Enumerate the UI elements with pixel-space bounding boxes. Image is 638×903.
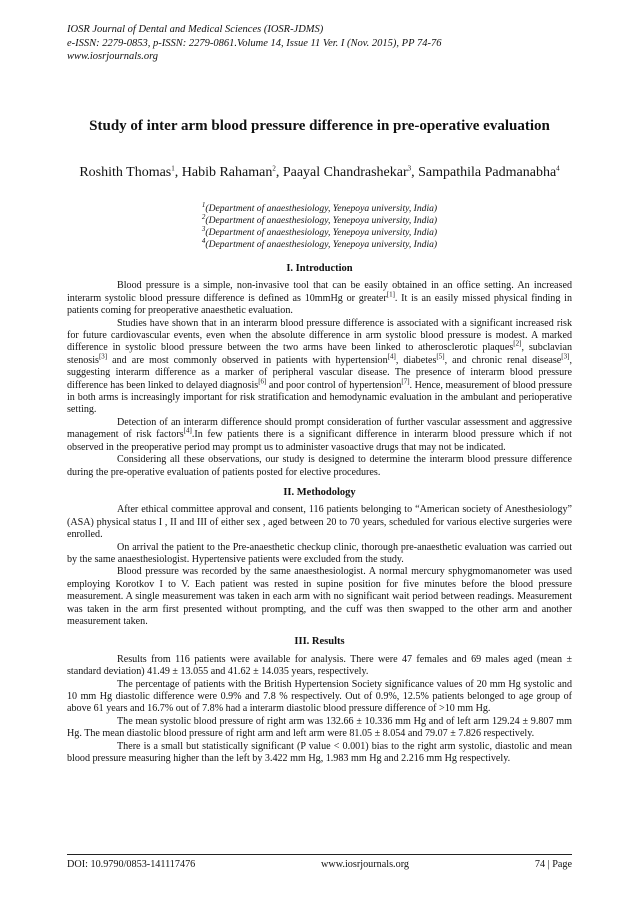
intro-paragraph: Studies have shown that in an interarm blood pressure difference is associated with a significant increased risk for future cardiovascular events, even when the absolute difference in arm systolic blood pressure is modest. A marked difference in systolic blood pressure between the two arms have been linked to atherosclerotic plaques[2], subclavian stenosis[3] and are most commonly observed in patients with hypertension[4], diabetes[5], and chronic renal disease[3], suggesting interarm difference as a marker of peripheral vascular disease. The presence of interarm blood pressure difference has been linked to delayed diagnosis[6] and poor control of hypertension[7]. Hence, measurement of blood pressure in both arms is increasingly important for risk stratification and hemodynamic evaluation in the ambulant and perioperative setting.	[67, 317, 573, 416]
results-paragraph: Results from 116 patients were available for analysis. There were 47 females and 69 males aged (mean ± standard deviation) 41.49 ± 13.055 and 41.62 ± 14.035 years, respectively.	[67, 653, 572, 678]
citation: [6]	[258, 377, 267, 386]
author: Paayal Chandrashekar$^3$,	[282, 164, 419, 180]
results-paragraph: There is a small but statistically significant (P value < 0.001) bias to the right arm systolic, diastolic and mean blood pressure measuring higher than the left by 3.422 mm Hg, 1.983 mm Hg and 2.216 mm Hg respectively.	[67, 740, 572, 765]
author-list	[67, 163, 572, 183]
citation: [7]	[401, 377, 410, 386]
footer-divider	[67, 854, 572, 855]
affiliation: $^4$(Department of anaesthesiology, Yenepoya university, India)	[201, 236, 438, 250]
affiliation: $^2$(Department of anaesthesiology, Yenepoya university, India)	[201, 212, 438, 226]
author: Habib Rahaman$^2$,	[181, 164, 283, 180]
citation: [2]	[513, 340, 522, 349]
citation: [3]	[561, 352, 570, 361]
methods-paragraph: On arrival the patient to the Pre-anaesthetic checkup clinic, thorough pre-anaesthetic evaluation was carried out by the same anaesthesiologist. Hypertensive patients were excluded from the study.	[67, 541, 572, 565]
affiliation-list	[67, 200, 572, 251]
methods-paragraph: After ethical committee approval and consent, 116 patients belonging to “American society of Anesthesiology” (ASA) physical status I , II and III of either sex , aged between 20 to 70 years, scheduled for various elective surgeries were enrolled.	[67, 504, 572, 541]
journal-issn: e-ISSN: 2279-0853, p-ISSN: 2279-0861.Volume 14, Issue 11 Ver. I (Nov. 2015), PP 74-76	[67, 37, 442, 49]
footer-site: www.iosrjournals.org	[321, 859, 410, 870]
author: Sampathila Padmanabha$^4$	[418, 164, 560, 180]
paper-title: Study of inter arm blood pressure difference in pre-operative evaluation	[89, 118, 550, 134]
journal-header	[67, 23, 587, 64]
results-paragraph: The mean systolic blood pressure of right arm was 132.66 ± 10.336 mm Hg and of left arm 129.24 ± 9.807 mm Hg. The mean diastolic blood pressure of right arm and left arm were 81.05 ± 8.054 and 79.07 ± 7.826 respectively.	[67, 715, 572, 740]
citation: [5]	[436, 352, 445, 361]
intro-paragraph: Considering all these observations, our study is designed to determine the interarm blood pressure difference during the pre-operative evaluation of patients posted for elective procedures.	[67, 454, 572, 478]
methods-paragraph: Blood pressure was recorded by the same anaesthesiologist. A normal mercury sphygmomanometer was used employing Korotkov I to V. Each patient was rested in supine position for five minutes before the blood pressure measurement. A single measurement was taken in each arm with no significant wait period between readings. Measurement was taken in the arm first presented without prompting, and the cuff was then swapped to the other arm and another measurement taken.	[67, 566, 572, 627]
author: Roshith Thomas$^1$,	[79, 164, 182, 180]
paper-body	[67, 263, 572, 765]
section-heading-results: III. Results	[294, 636, 345, 648]
footer-page-number: 74 | Page	[534, 859, 572, 870]
journal-site: www.iosrjournals.org	[67, 51, 159, 62]
intro-paragraph: Detection of an interarm difference should prompt consideration of further vascular assessment and aggressive management of risk factors[4].In few patients there is a significant difference in interarm blood pressure which if not observed in the preoperative period may prompt us to administer vasoactive drugs that may not be indicated.	[67, 416, 572, 453]
citation: [3]	[98, 352, 108, 361]
citation: [4]	[183, 426, 192, 435]
journal-name: IOSR Journal of Dental and Medical Sciences (IOSR-JDMS)	[67, 24, 324, 35]
footer-doi: DOI: 10.9790/0853-141117476	[67, 859, 196, 870]
section-heading-introduction: I. Introduction	[286, 263, 353, 274]
affiliation: $^1$(Department of anaesthesiology, Yenepoya university, India)	[201, 200, 438, 214]
section-heading-methodology: II. Methodology	[283, 486, 356, 498]
affiliation: $^3$(Department of anaesthesiology, Yenepoya university, India)	[201, 224, 438, 238]
results-paragraph: The percentage of patients with the British Hypertension Society significance values of 20 mm Hg systolic and 10 mm Hg diastolic difference were 0.9% and 7.8 % respectively. Out of 0.9%, 12.5% patients belonged to age group of above 61 years and 16.7% out of 7.8% had a interarm diastolic blood pressure difference of >10 mm Hg.	[67, 678, 572, 715]
citation: [4]	[387, 352, 396, 361]
intro-paragraph: Blood pressure is a simple, non-invasive tool that can be easily obtained in an office setting. An increased interarm systolic blood pressure difference is defined as 10mmHg or greater[1]. It is an easily missed physical finding in patients coming for preoperative anaesthetic evaluation.	[67, 280, 572, 317]
citation: [1]	[386, 290, 395, 299]
